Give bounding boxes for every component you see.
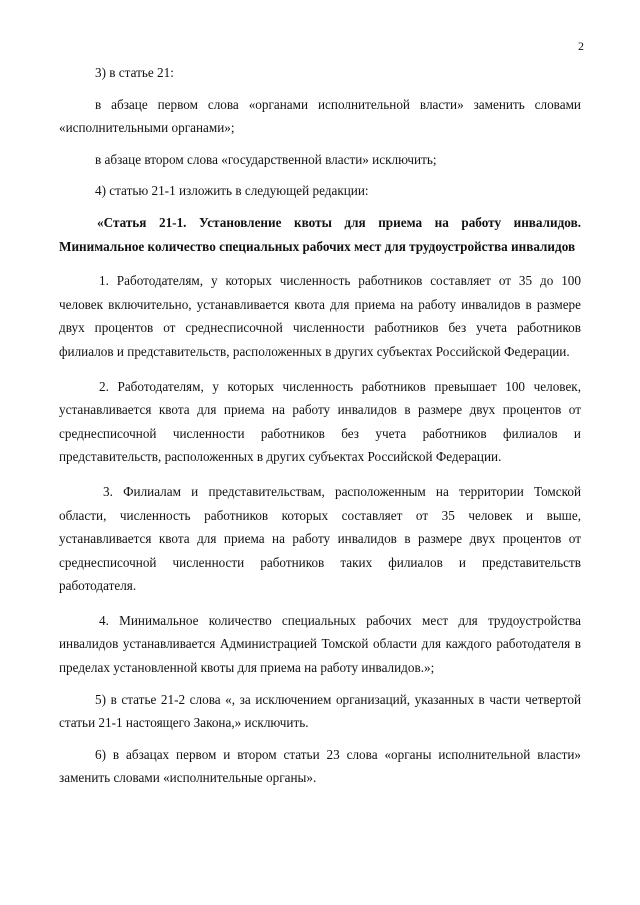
amendment-paragraph-first: в абзаце первом слова «органами исполнительной власти» заменить словами «исполнительными органами»; xyxy=(59,96,581,136)
article-clause-1: 1. Работодателям, у которых численность работников составляет от 35 до 100 человек включительно, устанавливается квота для приема на работу инвалидов в размере двух процентов от среднесписочной численности работников без учета работников филиалов и представительств, расположенных в других субъектах Российской Федерации. xyxy=(59,273,581,359)
document-body xyxy=(59,61,581,790)
article-title: «Статья 21-1. Установление квоты для приема на работу инвалидов. Минимальное количество специальных рабочих мест для трудоустройства инвалидов xyxy=(59,214,581,254)
amendment-item-3: 3) в статье 21: xyxy=(95,65,174,80)
amendment-item-5: 5) в статье 21-2 слова «, за исключением организаций, указанных в части четвертой статьи 21-1 настоящего Закона,» исключить. xyxy=(59,691,581,731)
article-clause-4: 4. Минимальное количество специальных рабочих мест для трудоустройства инвалидов устанавливается Администрацией Томской области для каждого работодателя в пределах установленной квоты для приема на работу инвалидов.»; xyxy=(59,612,581,676)
amendment-item-4: 4) статью 21-1 изложить в следующей редакции: xyxy=(95,183,369,199)
article-clause-3: 3. Филиалам и представительствам, расположенным на территории Томской области, численность работников которых составляет от 35 человек и выше, устанавливается квота для приема на работу инвалидов в размере двух процентов от среднесписочной численности работников таких филиалов и представительств работодателя. xyxy=(59,483,581,594)
amendment-item-6: 6) в абзацах первом и втором статьи 23 слова «органы исполнительной власти» заменить словами «исполнительные органы». xyxy=(59,746,581,786)
amendment-paragraph-second: в абзаце втором слова «государственной власти» исключить; xyxy=(95,151,437,167)
page-number: 2 xyxy=(578,39,584,53)
article-clause-2: 2. Работодателям, у которых численность работников превышает 100 человек, устанавливается квота для приема на работу инвалидов в размере двух процентов от среднесписочной численности работников без учета работников филиалов и представительств, расположенных в других субъектах Российской Федерации. xyxy=(59,378,581,465)
